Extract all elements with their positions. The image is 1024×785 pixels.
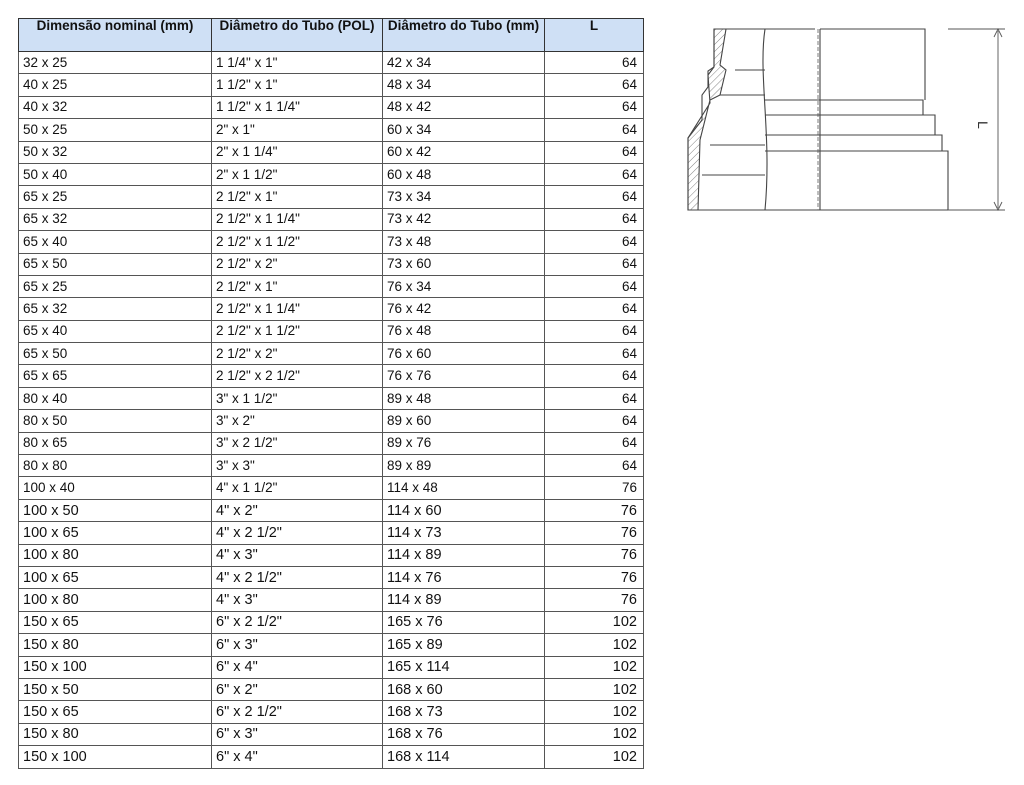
cell-length: 102 <box>545 723 644 745</box>
cell-length: 64 <box>545 365 644 387</box>
table-row <box>19 365 644 387</box>
cell-pipe-diameter-mm: 168 x 73 <box>383 701 545 723</box>
dimension-l-marker <box>948 29 1005 210</box>
cell-pipe-diameter-mm: 76 x 34 <box>383 275 545 297</box>
cell-pipe-diameter-mm: 114 x 48 <box>383 477 545 499</box>
cell-nominal-dimension: 65 x 50 <box>19 253 212 275</box>
cell-nominal-dimension: 150 x 65 <box>19 611 212 633</box>
cell-nominal-dimension: 150 x 100 <box>19 656 212 678</box>
cell-length: 102 <box>545 656 644 678</box>
table-row <box>19 410 644 432</box>
fitting-section-outline <box>688 29 948 210</box>
cell-length: 64 <box>545 96 644 118</box>
table-row <box>19 634 644 656</box>
header-pipe-diameter-mm: Diâmetro do Tubo (mm) <box>383 19 545 52</box>
cell-length: 102 <box>545 611 644 633</box>
cell-pipe-diameter-mm: 60 x 42 <box>383 141 545 163</box>
cell-nominal-dimension: 100 x 65 <box>19 522 212 544</box>
table-row <box>19 477 644 499</box>
cell-length: 102 <box>545 701 644 723</box>
table-row <box>19 186 644 208</box>
cell-nominal-dimension: 50 x 25 <box>19 119 212 141</box>
table-row <box>19 589 644 611</box>
table-row <box>19 723 644 745</box>
table-row <box>19 499 644 521</box>
cell-pipe-diameter-pol: 2" x 1" <box>212 119 383 141</box>
cell-pipe-diameter-pol: 6" x 2" <box>212 678 383 700</box>
cell-length: 102 <box>545 746 644 768</box>
cell-length: 64 <box>545 387 644 409</box>
cell-pipe-diameter-mm: 165 x 114 <box>383 656 545 678</box>
cell-pipe-diameter-mm: 48 x 34 <box>383 74 545 96</box>
cell-length: 76 <box>545 589 644 611</box>
cell-nominal-dimension: 100 x 40 <box>19 477 212 499</box>
cell-pipe-diameter-pol: 6" x 4" <box>212 656 383 678</box>
cell-pipe-diameter-pol: 3" x 3" <box>212 455 383 477</box>
cell-nominal-dimension: 32 x 25 <box>19 52 212 74</box>
cell-length: 64 <box>545 119 644 141</box>
cell-pipe-diameter-mm: 114 x 89 <box>383 544 545 566</box>
cell-pipe-diameter-mm: 76 x 60 <box>383 343 545 365</box>
table-row <box>19 298 644 320</box>
cell-length: 64 <box>545 186 644 208</box>
cell-pipe-diameter-mm: 89 x 76 <box>383 432 545 454</box>
cell-length: 76 <box>545 566 644 588</box>
cell-nominal-dimension: 65 x 65 <box>19 365 212 387</box>
header-nominal-dimension: Dimensão nominal (mm) <box>19 19 212 52</box>
cell-pipe-diameter-mm: 42 x 34 <box>383 52 545 74</box>
cell-nominal-dimension: 150 x 65 <box>19 701 212 723</box>
cell-pipe-diameter-pol: 6" x 2 1/2" <box>212 611 383 633</box>
cell-nominal-dimension: 150 x 50 <box>19 678 212 700</box>
cell-pipe-diameter-mm: 89 x 60 <box>383 410 545 432</box>
cell-pipe-diameter-pol: 4" x 1 1/2" <box>212 477 383 499</box>
cell-pipe-diameter-mm: 168 x 60 <box>383 678 545 700</box>
cell-pipe-diameter-pol: 3" x 1 1/2" <box>212 387 383 409</box>
table-row <box>19 231 644 253</box>
cell-nominal-dimension: 80 x 50 <box>19 410 212 432</box>
table-row <box>19 343 644 365</box>
cell-pipe-diameter-pol: 2 1/2" x 1 1/2" <box>212 320 383 342</box>
cell-pipe-diameter-pol: 2 1/2" x 2" <box>212 343 383 365</box>
cell-pipe-diameter-mm: 73 x 60 <box>383 253 545 275</box>
dimension-table <box>18 18 644 769</box>
header-length: L <box>545 19 644 52</box>
cell-pipe-diameter-mm: 168 x 76 <box>383 723 545 745</box>
table-row <box>19 678 644 700</box>
cell-pipe-diameter-pol: 2 1/2" x 1 1/4" <box>212 208 383 230</box>
cell-nominal-dimension: 100 x 50 <box>19 499 212 521</box>
cell-length: 64 <box>545 52 644 74</box>
table-row <box>19 119 644 141</box>
cell-nominal-dimension: 65 x 25 <box>19 186 212 208</box>
cell-pipe-diameter-mm: 60 x 34 <box>383 119 545 141</box>
cell-pipe-diameter-pol: 3" x 2" <box>212 410 383 432</box>
cell-nominal-dimension: 65 x 50 <box>19 343 212 365</box>
cell-nominal-dimension: 40 x 25 <box>19 74 212 96</box>
table-row <box>19 746 644 768</box>
cell-pipe-diameter-mm: 114 x 76 <box>383 566 545 588</box>
table-row <box>19 432 644 454</box>
table-row <box>19 208 644 230</box>
cell-nominal-dimension: 80 x 65 <box>19 432 212 454</box>
cell-pipe-diameter-pol: 6" x 2 1/2" <box>212 701 383 723</box>
cell-length: 64 <box>545 320 644 342</box>
cell-pipe-diameter-pol: 6" x 4" <box>212 746 383 768</box>
cell-pipe-diameter-mm: 165 x 89 <box>383 634 545 656</box>
cell-pipe-diameter-pol: 2 1/2" x 2 1/2" <box>212 365 383 387</box>
table-header-row <box>19 19 644 52</box>
cell-length: 64 <box>545 231 644 253</box>
cell-pipe-diameter-pol: 1 1/2" x 1 1/4" <box>212 96 383 118</box>
cell-length: 64 <box>545 208 644 230</box>
cell-pipe-diameter-mm: 73 x 42 <box>383 208 545 230</box>
cell-pipe-diameter-pol: 4" x 3" <box>212 544 383 566</box>
cell-nominal-dimension: 40 x 32 <box>19 96 212 118</box>
cell-pipe-diameter-pol: 2 1/2" x 1" <box>212 186 383 208</box>
cell-nominal-dimension: 150 x 80 <box>19 723 212 745</box>
cell-pipe-diameter-mm: 73 x 34 <box>383 186 545 208</box>
table-row <box>19 52 644 74</box>
cell-nominal-dimension: 65 x 40 <box>19 231 212 253</box>
cell-pipe-diameter-pol: 4" x 2 1/2" <box>212 566 383 588</box>
cell-nominal-dimension: 100 x 80 <box>19 544 212 566</box>
cell-pipe-diameter-pol: 6" x 3" <box>212 723 383 745</box>
cell-length: 64 <box>545 432 644 454</box>
cell-pipe-diameter-mm: 76 x 76 <box>383 365 545 387</box>
cell-nominal-dimension: 150 x 100 <box>19 746 212 768</box>
cell-pipe-diameter-pol: 2 1/2" x 1" <box>212 275 383 297</box>
cell-length: 102 <box>545 634 644 656</box>
cell-nominal-dimension: 100 x 65 <box>19 566 212 588</box>
dimension-l-label: L <box>975 121 991 129</box>
table-row <box>19 163 644 185</box>
cell-nominal-dimension: 65 x 32 <box>19 208 212 230</box>
table-row <box>19 544 644 566</box>
cell-nominal-dimension: 50 x 32 <box>19 141 212 163</box>
cell-pipe-diameter-mm: 89 x 89 <box>383 455 545 477</box>
cell-pipe-diameter-mm: 73 x 48 <box>383 231 545 253</box>
cell-pipe-diameter-mm: 48 x 42 <box>383 96 545 118</box>
reducer-fitting-drawing <box>680 15 1010 225</box>
cell-length: 64 <box>545 253 644 275</box>
cell-length: 76 <box>545 499 644 521</box>
cell-pipe-diameter-pol: 1 1/4" x 1" <box>212 52 383 74</box>
table-row <box>19 74 644 96</box>
cell-length: 64 <box>545 298 644 320</box>
cell-pipe-diameter-mm: 89 x 48 <box>383 387 545 409</box>
cell-pipe-diameter-mm: 114 x 73 <box>383 522 545 544</box>
table-row <box>19 96 644 118</box>
cell-pipe-diameter-pol: 2" x 1 1/4" <box>212 141 383 163</box>
cell-length: 64 <box>545 163 644 185</box>
header-pipe-diameter-pol: Diâmetro do Tubo (POL) <box>212 19 383 52</box>
table-row <box>19 656 644 678</box>
cell-pipe-diameter-mm: 165 x 76 <box>383 611 545 633</box>
cell-length: 64 <box>545 455 644 477</box>
cell-pipe-diameter-pol: 2 1/2" x 1 1/2" <box>212 231 383 253</box>
cell-length: 64 <box>545 410 644 432</box>
table-row <box>19 701 644 723</box>
cell-length: 76 <box>545 522 644 544</box>
cell-length: 64 <box>545 275 644 297</box>
cell-pipe-diameter-pol: 1 1/2" x 1" <box>212 74 383 96</box>
table-row <box>19 275 644 297</box>
table-row <box>19 253 644 275</box>
table-row <box>19 387 644 409</box>
table-row <box>19 455 644 477</box>
cell-nominal-dimension: 65 x 32 <box>19 298 212 320</box>
cell-nominal-dimension: 80 x 40 <box>19 387 212 409</box>
cell-pipe-diameter-pol: 2" x 1 1/2" <box>212 163 383 185</box>
cell-pipe-diameter-pol: 4" x 2 1/2" <box>212 522 383 544</box>
cell-pipe-diameter-pol: 4" x 3" <box>212 589 383 611</box>
cell-pipe-diameter-mm: 168 x 114 <box>383 746 545 768</box>
cell-pipe-diameter-pol: 2 1/2" x 2" <box>212 253 383 275</box>
table-row <box>19 320 644 342</box>
cell-pipe-diameter-mm: 114 x 60 <box>383 499 545 521</box>
table-row <box>19 522 644 544</box>
cell-pipe-diameter-pol: 3" x 2 1/2" <box>212 432 383 454</box>
table-row <box>19 566 644 588</box>
cell-nominal-dimension: 65 x 40 <box>19 320 212 342</box>
cell-pipe-diameter-mm: 76 x 42 <box>383 298 545 320</box>
cell-pipe-diameter-pol: 6" x 3" <box>212 634 383 656</box>
cell-length: 102 <box>545 678 644 700</box>
cell-length: 76 <box>545 544 644 566</box>
cell-nominal-dimension: 100 x 80 <box>19 589 212 611</box>
cell-pipe-diameter-pol: 4" x 2" <box>212 499 383 521</box>
cell-length: 76 <box>545 477 644 499</box>
cell-length: 64 <box>545 141 644 163</box>
cell-pipe-diameter-mm: 76 x 48 <box>383 320 545 342</box>
cell-pipe-diameter-mm: 60 x 48 <box>383 163 545 185</box>
table-row <box>19 611 644 633</box>
cell-nominal-dimension: 65 x 25 <box>19 275 212 297</box>
cell-length: 64 <box>545 74 644 96</box>
cell-nominal-dimension: 50 x 40 <box>19 163 212 185</box>
table-row <box>19 141 644 163</box>
cell-length: 64 <box>545 343 644 365</box>
cell-pipe-diameter-pol: 2 1/2" x 1 1/4" <box>212 298 383 320</box>
cell-nominal-dimension: 80 x 80 <box>19 455 212 477</box>
table-body <box>19 52 644 769</box>
cell-pipe-diameter-mm: 114 x 89 <box>383 589 545 611</box>
cell-nominal-dimension: 150 x 80 <box>19 634 212 656</box>
